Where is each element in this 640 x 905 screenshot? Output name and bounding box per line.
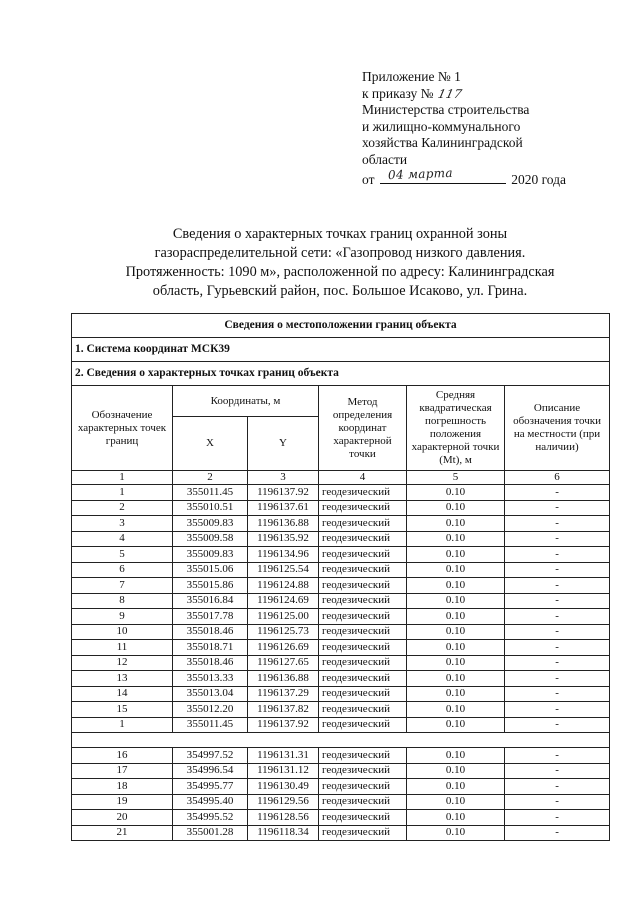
cell-method: геодезический (319, 671, 407, 687)
cell-coord-y: 1196129.56 (248, 794, 319, 810)
header-x: X (173, 417, 248, 471)
cell-method: геодезический (319, 578, 407, 594)
table-title: Сведения о местоположении границ объекта (72, 314, 610, 338)
cell-description: - (505, 531, 610, 547)
cell-error: 0.10 (407, 593, 505, 609)
cell-description: - (505, 717, 610, 733)
cell-coord-x: 355009.83 (173, 547, 248, 563)
table-row (72, 485, 610, 501)
cell-description: - (505, 702, 610, 718)
cell-coord-x: 355012.20 (173, 702, 248, 718)
cell-coord-x: 355017.78 (173, 609, 248, 625)
table-row (72, 562, 610, 578)
cell-error: 0.10 (407, 810, 505, 826)
appendix-line-6: области (362, 151, 408, 167)
cell-error: 0.10 (407, 562, 505, 578)
cell-coord-x: 354995.77 (173, 779, 248, 795)
cell-description: - (505, 640, 610, 656)
cell-point-id: 5 (72, 547, 173, 563)
cell-method: геодезический (319, 779, 407, 795)
cell-error: 0.10 (407, 794, 505, 810)
cell-coord-x: 355013.33 (173, 671, 248, 687)
cell-point-id: 11 (72, 640, 173, 656)
cell-description: - (505, 516, 610, 532)
cell-error: 0.10 (407, 609, 505, 625)
cell-method: геодезический (319, 547, 407, 563)
heading-line-2: газораспределительной сети: «Газопровод низкого давления. (154, 245, 526, 261)
cell-coord-y: 1196125.00 (248, 609, 319, 625)
table-row (72, 763, 610, 779)
cell-point-id: 3 (72, 516, 173, 532)
boundary-points-table (71, 313, 610, 841)
cell-coord-x: 355013.04 (173, 686, 248, 702)
cell-coord-y: 1196137.92 (248, 717, 319, 733)
cell-coord-x: 355018.46 (173, 655, 248, 671)
cell-description: - (505, 686, 610, 702)
appendix-line-4: и жилищно-коммунального (362, 118, 521, 134)
column-number-4: 4 (319, 471, 407, 485)
cell-error: 0.10 (407, 578, 505, 594)
date-underline (380, 165, 506, 184)
cell-error: 0.10 (407, 779, 505, 795)
table-row (72, 825, 610, 841)
separator-cell (72, 733, 610, 748)
cell-description: - (505, 763, 610, 779)
cell-description: - (505, 794, 610, 810)
cell-method: геодезический (319, 500, 407, 516)
cell-coord-x: 355016.84 (173, 593, 248, 609)
cell-method: геодезический (319, 562, 407, 578)
table-row (72, 500, 610, 516)
cell-coord-x: 355009.58 (173, 531, 248, 547)
section-coordinate-system: 1. Система координат МСК39 (72, 338, 610, 362)
date-suffix: 2020 года (511, 171, 567, 187)
table-row (72, 593, 610, 609)
cell-error: 0.10 (407, 671, 505, 687)
heading-line-1: Сведения о характерных точках границ охранной зоны (172, 226, 508, 242)
cell-description: - (505, 593, 610, 609)
column-number-3: 3 (248, 471, 319, 485)
table-row (72, 640, 610, 656)
cell-point-id: 1 (72, 717, 173, 733)
header-coordinates: Координаты, м (173, 386, 319, 417)
column-number-5: 5 (407, 471, 505, 485)
cell-point-id: 4 (72, 531, 173, 547)
cell-coord-y: 1196127.65 (248, 655, 319, 671)
header-description: Описание обозначения точки на местности (при наличии) (505, 386, 610, 471)
heading-line-3: Протяженность: 1090 м», расположенной по адресу: Калининградская (125, 264, 555, 280)
cell-coord-y: 1196136.88 (248, 671, 319, 687)
table-row (72, 671, 610, 687)
appendix-line-3: Министерства строительства (362, 102, 530, 118)
appendix-line-1: Приложение № 1 (362, 69, 461, 84)
cell-error: 0.10 (407, 640, 505, 656)
header-error: Средняя квадратическая погрешность положения характерной точки (Mt), м (407, 386, 505, 471)
cell-method: геодезический (319, 794, 407, 810)
cell-point-id: 8 (72, 593, 173, 609)
cell-error: 0.10 (407, 516, 505, 532)
cell-coord-x: 355011.45 (173, 485, 248, 501)
cell-error: 0.10 (407, 748, 505, 764)
cell-description: - (505, 547, 610, 563)
cell-coord-x: 355010.51 (173, 500, 248, 516)
table-row (72, 686, 610, 702)
cell-point-id: 19 (72, 794, 173, 810)
cell-point-id: 6 (72, 562, 173, 578)
cell-coord-x: 355015.06 (173, 562, 248, 578)
cell-coord-x: 355001.28 (173, 825, 248, 841)
header-method: Метод определения координат характерной точки (319, 386, 407, 471)
cell-description: - (505, 825, 610, 841)
cell-coord-y: 1196130.49 (248, 779, 319, 795)
cell-point-id: 21 (72, 825, 173, 841)
table-row (72, 516, 610, 532)
table-row (72, 779, 610, 795)
handwritten-date: 04 марта (387, 165, 453, 182)
cell-method: геодезический (319, 516, 407, 532)
cell-coord-y: 1196135.92 (248, 531, 319, 547)
document-heading (60, 225, 620, 301)
cell-method: геодезический (319, 748, 407, 764)
cell-method: геодезический (319, 810, 407, 826)
table-row (72, 748, 610, 764)
cell-error: 0.10 (407, 763, 505, 779)
appendix-line-5: хозяйства Калининградской (362, 135, 523, 151)
cell-description: - (505, 810, 610, 826)
cell-coord-x: 354996.54 (173, 763, 248, 779)
cell-method: геодезический (319, 686, 407, 702)
cell-coord-y: 1196137.82 (248, 702, 319, 718)
cell-point-id: 12 (72, 655, 173, 671)
separator-row (72, 733, 610, 748)
cell-point-id: 18 (72, 779, 173, 795)
cell-description: - (505, 671, 610, 687)
cell-method: геодезический (319, 763, 407, 779)
cell-method: геодезический (319, 485, 407, 501)
cell-coord-y: 1196131.12 (248, 763, 319, 779)
cell-point-id: 16 (72, 748, 173, 764)
cell-coord-y: 1196137.61 (248, 500, 319, 516)
cell-error: 0.10 (407, 686, 505, 702)
table-row (72, 578, 610, 594)
table-row (72, 717, 610, 733)
handwritten-order-number: 117 (436, 86, 463, 101)
cell-error: 0.10 (407, 531, 505, 547)
cell-method: геодезический (319, 609, 407, 625)
cell-coord-x: 355011.45 (173, 717, 248, 733)
cell-error: 0.10 (407, 702, 505, 718)
appendix-date-line (362, 165, 612, 189)
cell-coord-y: 1196137.29 (248, 686, 319, 702)
cell-error: 0.10 (407, 547, 505, 563)
header-y: Y (248, 417, 319, 471)
cell-description: - (505, 485, 610, 501)
cell-coord-x: 355018.71 (173, 640, 248, 656)
table-row (72, 547, 610, 563)
cell-point-id: 20 (72, 810, 173, 826)
cell-method: геодезический (319, 624, 407, 640)
cell-description: - (505, 655, 610, 671)
cell-coord-y: 1196126.69 (248, 640, 319, 656)
cell-coord-y: 1196124.88 (248, 578, 319, 594)
cell-point-id: 13 (72, 671, 173, 687)
cell-coord-y: 1196136.88 (248, 516, 319, 532)
cell-method: геодезический (319, 531, 407, 547)
cell-coord-x: 355015.86 (173, 578, 248, 594)
cell-coord-y: 1196125.73 (248, 624, 319, 640)
cell-coord-x: 354995.40 (173, 794, 248, 810)
column-number-1: 1 (72, 471, 173, 485)
column-number-2: 2 (173, 471, 248, 485)
cell-description: - (505, 500, 610, 516)
table-row (72, 655, 610, 671)
cell-error: 0.10 (407, 500, 505, 516)
cell-coord-y: 1196128.56 (248, 810, 319, 826)
cell-point-id: 14 (72, 686, 173, 702)
table-row (72, 624, 610, 640)
cell-description: - (505, 609, 610, 625)
cell-coord-x: 354997.52 (173, 748, 248, 764)
cell-error: 0.10 (407, 624, 505, 640)
cell-method: геодезический (319, 717, 407, 733)
cell-point-id: 1 (72, 485, 173, 501)
cell-point-id: 2 (72, 500, 173, 516)
appendix-order-line (362, 86, 612, 103)
cell-coord-x: 354995.52 (173, 810, 248, 826)
cell-coord-y: 1196124.69 (248, 593, 319, 609)
cell-coord-y: 1196137.92 (248, 485, 319, 501)
header-designation: Обозначение характерных точек границ (72, 386, 173, 471)
table-row (72, 609, 610, 625)
cell-coord-y: 1196118.34 (248, 825, 319, 841)
cell-method: геодезический (319, 640, 407, 656)
column-number-6: 6 (505, 471, 610, 485)
table-row (72, 810, 610, 826)
cell-error: 0.10 (407, 717, 505, 733)
cell-error: 0.10 (407, 485, 505, 501)
cell-coord-y: 1196125.54 (248, 562, 319, 578)
cell-error: 0.10 (407, 825, 505, 841)
section-boundary-points: 2. Сведения о характерных точках границ объекта (72, 362, 610, 386)
cell-method: геодезический (319, 825, 407, 841)
order-prefix: к приказу № (362, 85, 434, 101)
cell-coord-x: 355009.83 (173, 516, 248, 532)
cell-point-id: 9 (72, 609, 173, 625)
cell-point-id: 10 (72, 624, 173, 640)
cell-point-id: 17 (72, 763, 173, 779)
cell-description: - (505, 779, 610, 795)
cell-point-id: 7 (72, 578, 173, 594)
cell-point-id: 15 (72, 702, 173, 718)
cell-error: 0.10 (407, 655, 505, 671)
cell-description: - (505, 578, 610, 594)
column-number-row (72, 471, 610, 485)
appendix-block (362, 69, 612, 188)
cell-method: геодезический (319, 655, 407, 671)
cell-method: геодезический (319, 593, 407, 609)
heading-line-4: область, Гурьевский район, пос. Большое Исаково, ул. Грина. (152, 283, 528, 299)
date-prefix: от (362, 171, 375, 187)
table-row (72, 794, 610, 810)
table-row (72, 531, 610, 547)
cell-coord-y: 1196134.96 (248, 547, 319, 563)
cell-description: - (505, 562, 610, 578)
cell-description: - (505, 624, 610, 640)
cell-coord-x: 355018.46 (173, 624, 248, 640)
cell-description: - (505, 748, 610, 764)
cell-method: геодезический (319, 702, 407, 718)
table-row (72, 702, 610, 718)
cell-coord-y: 1196131.31 (248, 748, 319, 764)
